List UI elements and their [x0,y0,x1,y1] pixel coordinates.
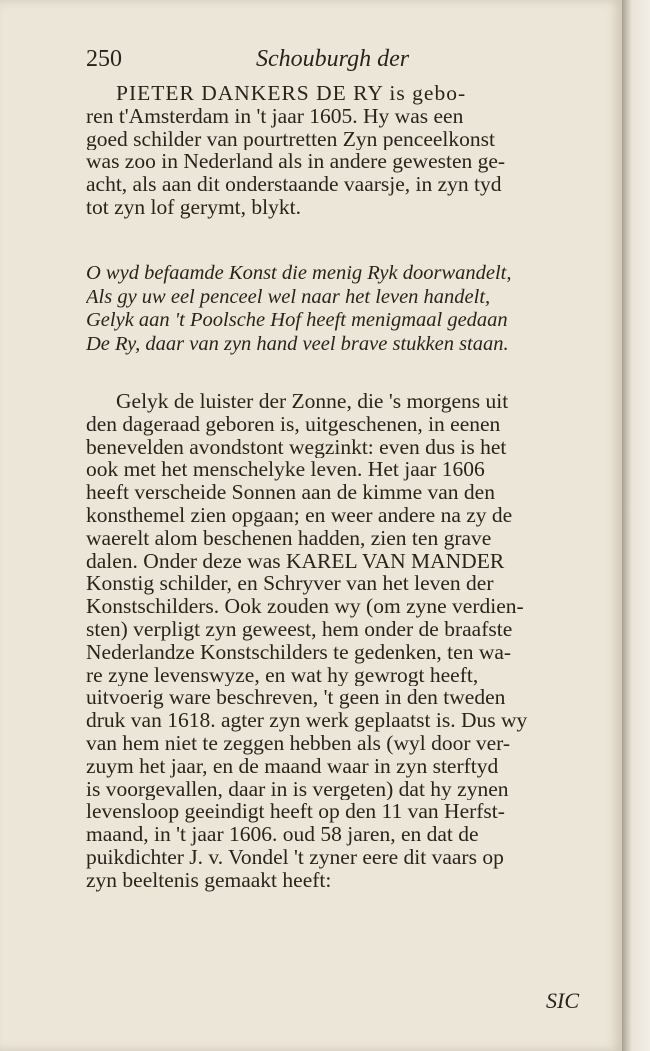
text-line: puikdichter J. v. Vondel 't zyner eere dit vaars op [86,845,504,869]
text-line: levensloop geeindigt heeft op den 11 van Herfst- [86,800,505,824]
paragraph-karel-van-mander [86,390,564,892]
text-line: dalen. Onder deze was KAREL VAN MANDER [86,549,505,573]
page-number: 250 [86,46,122,72]
text-line: zyn beeltenis gemaakt heeft: [86,868,332,892]
poem-line: Als gy uw eel penceel wel naar het leven handelt, [86,285,491,308]
text-line: was zoo in Nederland als in andere gewesten ge- [86,150,506,174]
text-line: tot zyn lof gerymt, blykt. [86,195,301,219]
text-line: maand, in 't jaar 1606. oud 58 jaren, en dat de [86,823,479,846]
catchword: SIC [546,988,579,1013]
text-line: acht, als aan dit onderstaande vaarsje, in zyn tyd [86,173,502,196]
text-line: druk van 1618. agter zyn werk geplaatst is. Dus wy [86,709,528,732]
text-line: PIETER DANKERS DE RY is gebo- [116,82,467,105]
text-line: ren t'Amsterdam in 't jaar 1605. Hy was een [86,104,464,128]
running-title: Schouburgh der [256,46,410,72]
text-line: is voorgevallen, daar in is vergeten) dat hy zynen [86,777,509,801]
poem-line: Gelyk aan 't Poolsche Hof heeft menigmaal gedaan [86,309,508,331]
paragraph-pieter-dankers [86,82,564,219]
text-line: Konstschilders. Ook zouden wy (om zyne verdien- [86,595,524,618]
poem-line: De Ry, daar van zyn hand veel brave stukken staan. [86,332,509,355]
text-line: benevelden avondstont wegzinkt: even dus is het [86,435,507,459]
text-line: Nederlandze Konstschilders te gedenken, ten wa- [86,640,512,664]
text-line: Gelyk de luister der Zonne, die 's morgens uit [116,390,509,413]
text-line: uitvoerig ware beschreven, 't geen in den tweden [86,686,506,710]
text-line: waerelt alom beschenen hadden, zien ten grave [86,526,492,550]
text-line: goed schilder van pourtretten Zyn penceelkonst [86,127,495,151]
page-edge [622,0,650,1051]
poem [86,262,564,356]
text-line: den dageraad geboren is, uitgeschenen, in eenen [86,412,501,436]
text-line: Konstig schilder, en Schryver van het leven der [86,572,494,596]
text-line: sten) verpligt zyn geweest, hem onder de braafste [86,617,513,641]
text-line: re zyne levenswyze, en wat hy gewrogt heeft, [86,663,479,687]
text-line: ook met het menschelyke leven. Het jaar 1606 [86,458,485,482]
text-line: zuym het jaar, en de maand waar in zyn sterftyd [86,754,499,778]
page-header [86,46,556,80]
text-line: van hem niet te zeggen hebben als (wyl door ver- [86,731,511,755]
poem-line: O wyd befaamde Konst die menig Ryk doorwandelt, [86,262,512,284]
text-line: konsthemel zien opgaan; en weer andere na zy de [86,503,513,527]
text-line: heeft verscheide Sonnen aan de kimme van den [86,481,495,504]
